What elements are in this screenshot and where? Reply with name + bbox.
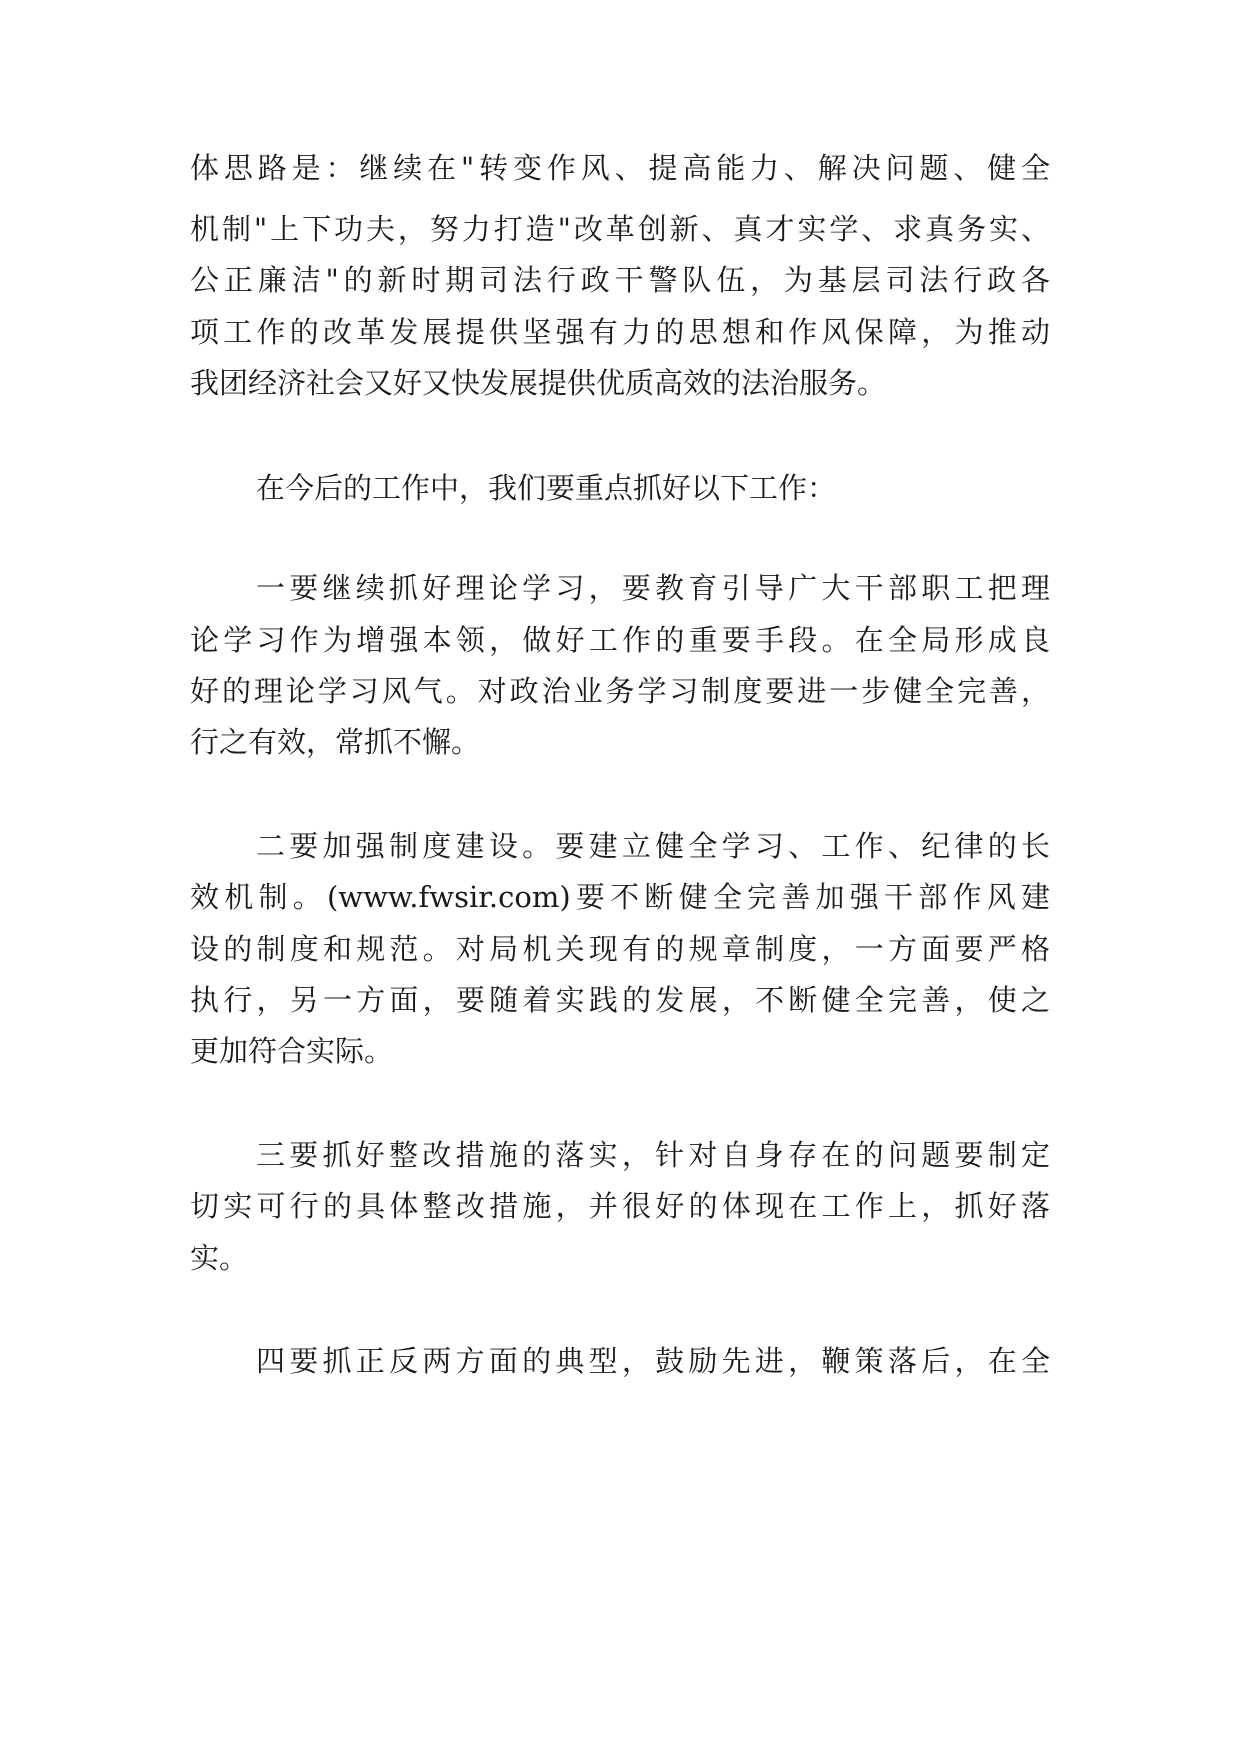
paragraph-4-line-2: 效机制。(www.fwsir.com)要不断健全完善加强干部作风建: [190, 880, 1050, 914]
paragraph-5-line-1: 三要抓好整改措施的落实，针对自身存在的问题要制定: [256, 1138, 1050, 1172]
paragraph-2-line-1: 在今后的工作中，我们要重点抓好以下工作：: [256, 471, 837, 505]
paragraph-4-line-5: 更加符合实际。: [190, 1034, 394, 1068]
paragraph-1-line-4: 项工作的改革发展提供坚强有力的思想和作风保障，为推动: [190, 315, 1050, 349]
paragraph-3-line-2: 论学习作为增强本领，做好工作的重要手段。在全局形成良: [190, 623, 1050, 657]
paragraph-4-line-3: 设的制度和规范。对局机关现有的规章制度，一方面要严格: [190, 932, 1050, 966]
paragraph-1-line-3: 公正廉洁"的新时期司法行政干警队伍，为基层司法行政各: [190, 263, 1050, 297]
paragraph-5-line-2: 切实可行的具体整改措施，并很好的体现在工作上，抓好落: [190, 1189, 1050, 1223]
paragraph-4-line-1: 二要加强制度建设。要建立健全学习、工作、纪律的长: [256, 829, 1050, 863]
paragraph-1-line-2: 机制"上下功夫，努力打造"改革创新、真才实学、求真务实、: [190, 212, 1050, 246]
paragraph-6-line-1: 四要抓正反两方面的典型，鼓励先进，鞭策落后，在全: [256, 1344, 1050, 1378]
paragraph-3-line-1: 一要继续抓好理论学习，要教育引导广大干部职工把理: [256, 571, 1050, 605]
paragraph-1-line-5: 我团经济社会又好又快发展提供优质高效的法治服务。: [190, 366, 887, 400]
paragraph-1-line-1: 体思路是：继续在"转变作风、提高能力、解决问题、健全: [190, 151, 1050, 185]
paragraph-3-line-4: 行之有效，常抓不懈。: [190, 725, 481, 759]
paragraph-5-line-3: 实。: [190, 1241, 249, 1275]
paragraph-3-line-3: 好的理论学习风气。对政治业务学习制度要进一步健全完善，: [190, 674, 1050, 708]
paragraph-4-line-4: 执行，另一方面，要随着实践的发展，不断健全完善，使之: [190, 983, 1050, 1017]
